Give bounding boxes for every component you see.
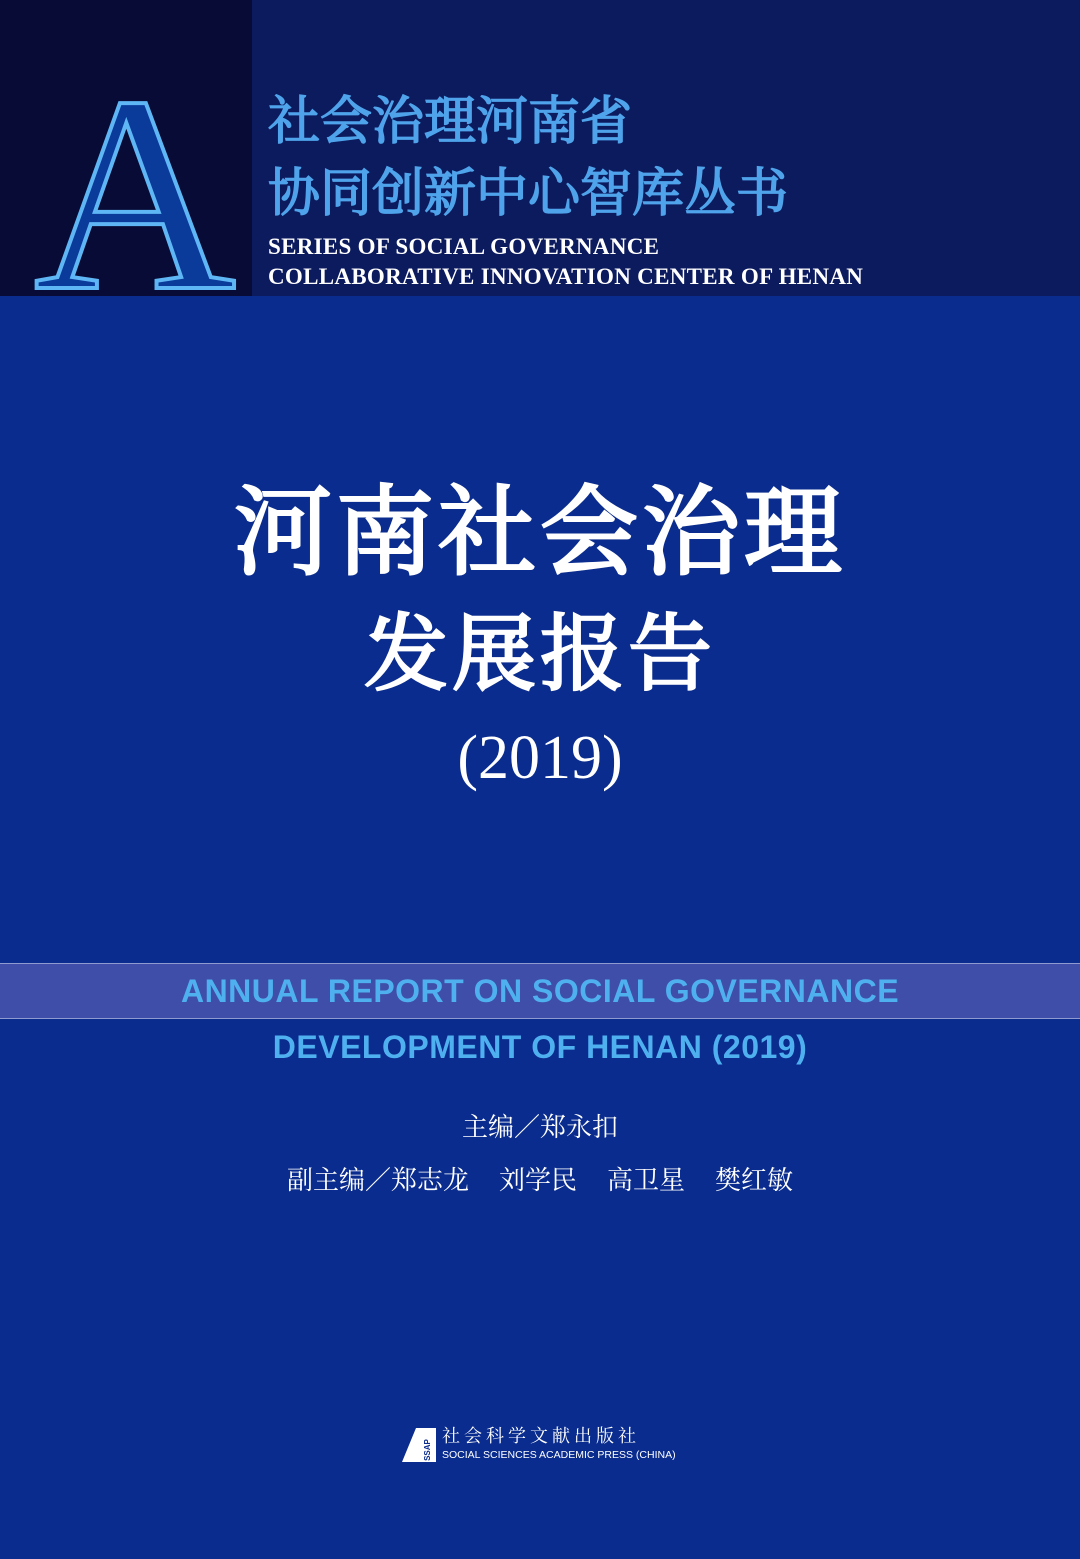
publisher-name-en: SOCIAL SCIENCES ACADEMIC PRESS (CHINA) bbox=[442, 1449, 676, 1461]
book-title-year: (2019) bbox=[457, 724, 623, 792]
series-logo-block bbox=[0, 0, 252, 296]
publisher-block bbox=[402, 1426, 692, 1466]
book-title-line2: 发展报告 bbox=[363, 605, 716, 703]
publisher-name-cn: 社会科学文献出版社 bbox=[442, 1426, 640, 1447]
deputy-editor-name: 郑志龙 bbox=[390, 1166, 469, 1196]
english-title-line1: ANNUAL REPORT ON SOCIAL GOVERNANCE bbox=[180, 973, 900, 1009]
series-header bbox=[0, 0, 1080, 296]
deputy-editor-name: 樊红敏 bbox=[715, 1166, 794, 1196]
series-title-cn-line2: 协同创新中心智库丛书 bbox=[268, 163, 789, 224]
deputy-editor-name: 高卫星 bbox=[607, 1166, 686, 1196]
deputy-editors bbox=[0, 1164, 1080, 1198]
deputy-editor-name: 刘学民 bbox=[498, 1166, 577, 1196]
series-title-en-line2: COLLABORATIVE INNOVATION CENTER OF HENAN bbox=[268, 264, 864, 289]
book-title-line1: 河南社会治理 bbox=[233, 476, 846, 590]
chief-editor-name: 郑永扣 bbox=[540, 1113, 619, 1143]
series-title-cn-line1: 社会治理河南省 bbox=[268, 91, 633, 152]
deputy-editor-label: 副主编／ bbox=[286, 1166, 391, 1196]
series-title-en-line1: SERIES OF SOCIAL GOVERNANCE bbox=[268, 234, 660, 259]
publisher-logo-text: SSAP bbox=[423, 1439, 432, 1461]
chief-editor bbox=[0, 1111, 1080, 1145]
english-title-line2: DEVELOPMENT OF HENAN (2019) bbox=[272, 1029, 808, 1065]
publisher-logo-icon bbox=[402, 1428, 436, 1462]
logo-letter: A bbox=[33, 80, 237, 295]
chief-editor-label: 主编／ bbox=[461, 1113, 540, 1143]
series-logo-a-icon bbox=[30, 80, 240, 295]
